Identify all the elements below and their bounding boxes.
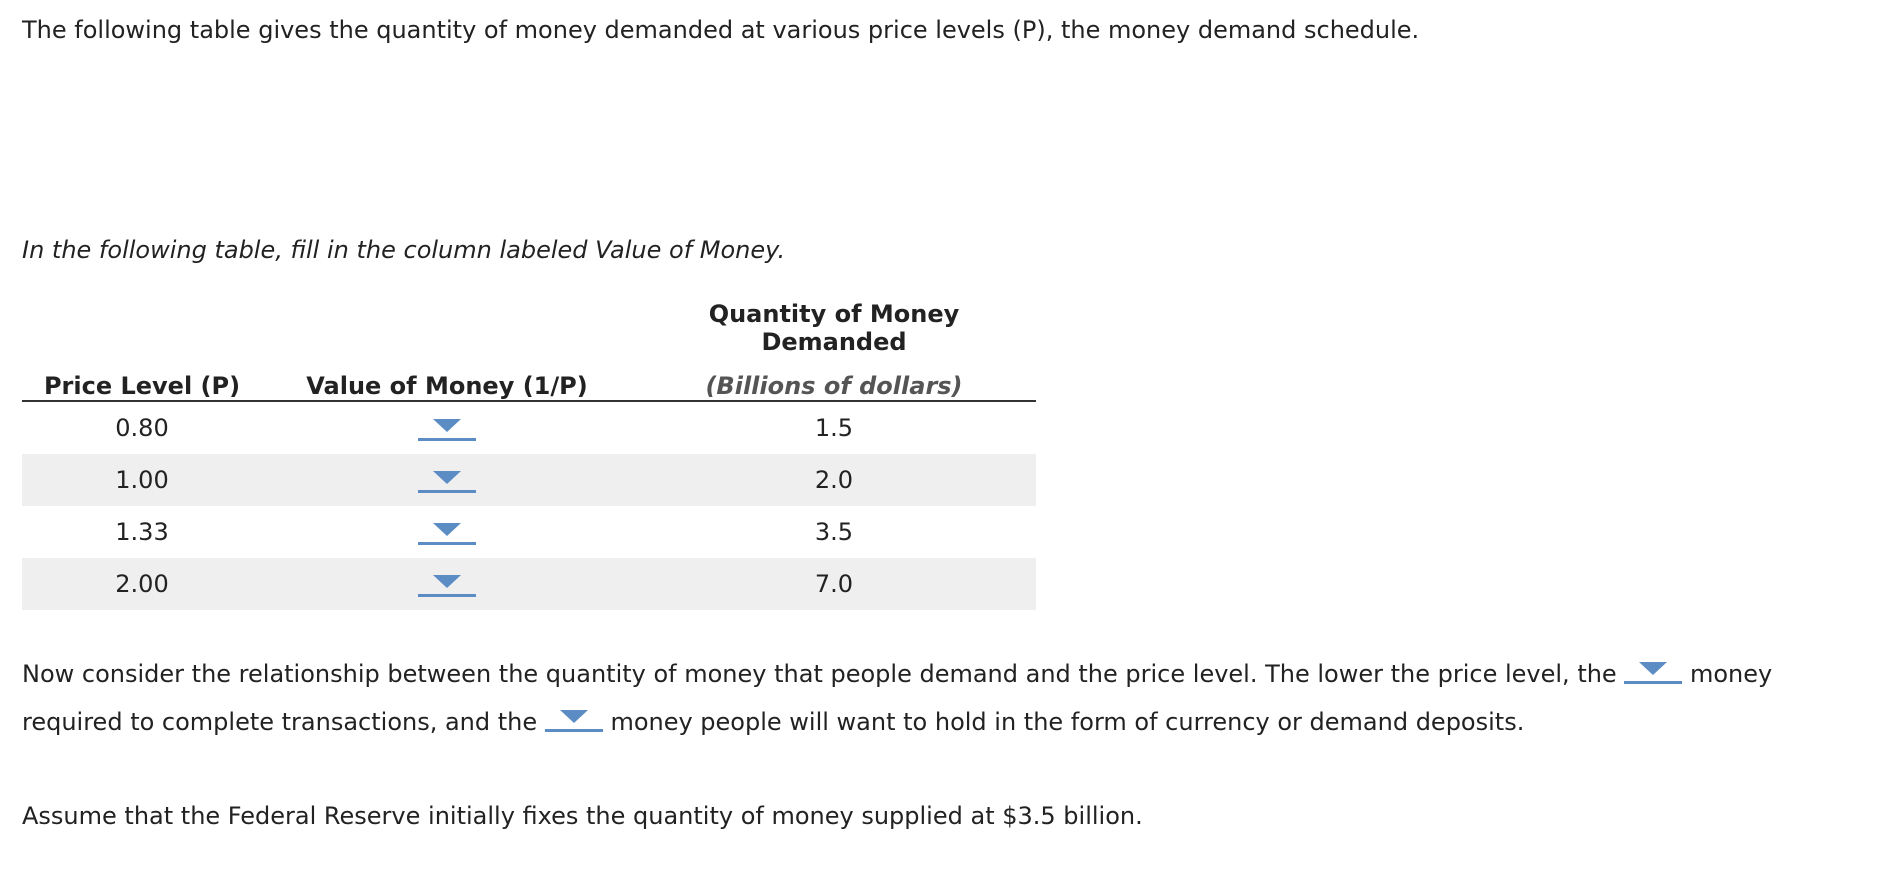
quantity-demanded-cell: 1.5	[814, 414, 854, 442]
header-quantity-unit: (Billions of dollars)	[632, 356, 1036, 401]
caret-down-icon	[433, 471, 461, 484]
table-row	[22, 506, 1036, 558]
price-level-cell: 2.00	[22, 558, 262, 610]
quantity-demanded-cell: 7.0	[632, 558, 1036, 610]
question-part-1: Now consider the relationship between the quantity of money that people demand and the price level. The lower the price level, the	[22, 660, 1617, 688]
value-of-money-dropdown[interactable]	[418, 413, 476, 443]
header-value-of-money: Value of Money (1/P)	[262, 356, 632, 401]
value-of-money-cell	[262, 558, 632, 610]
relationship-question	[22, 650, 1872, 746]
header-quantity-demanded: Quantity of Money Demanded	[708, 300, 960, 356]
price-level-cell: 1.00	[22, 454, 262, 506]
caret-down-icon	[433, 575, 461, 588]
value-of-money-cell	[262, 506, 632, 558]
caret-down-icon	[1639, 662, 1667, 675]
money-demand-table	[22, 300, 1036, 610]
intro-before: The following table gives the quantity of money demanded at various price levels (	[22, 16, 1022, 44]
money-held-dropdown[interactable]	[545, 704, 603, 734]
header-price-level: Price Level (P)	[22, 356, 262, 401]
table-row	[22, 454, 1036, 506]
price-level-cell: 0.80	[115, 414, 169, 442]
value-of-money-dropdown[interactable]	[418, 465, 476, 495]
price-symbol: P	[1021, 16, 1037, 44]
value-of-money-cell	[262, 454, 632, 506]
price-level-cell: 1.33	[115, 518, 169, 546]
table-header-row-top	[22, 300, 1036, 356]
table-row	[22, 558, 1036, 610]
table-row	[22, 401, 1036, 454]
quantity-demanded-cell: 2.0	[632, 454, 1036, 506]
question-part-2: money required to complete transactions, and the	[22, 660, 1773, 736]
quantity-required-dropdown[interactable]	[1624, 656, 1682, 686]
value-of-money-cell	[262, 401, 632, 454]
quantity-demanded-cell: 3.5	[814, 518, 854, 546]
value-of-money-dropdown[interactable]	[418, 517, 476, 547]
value-of-money-dropdown[interactable]	[418, 569, 476, 599]
assumption-text: Assume that the Federal Reserve initially fixes the quantity of money supplied at $3.5 billion.	[22, 802, 1143, 830]
table-header-row-bottom	[22, 356, 1036, 401]
caret-down-icon	[560, 710, 588, 723]
table-instruction: In the following table, fill in the column labeled Value of Money.	[22, 236, 786, 264]
caret-down-icon	[433, 523, 461, 536]
caret-down-icon	[433, 419, 461, 432]
intro-after: ), the money demand schedule.	[1036, 16, 1420, 44]
intro-text	[22, 16, 1419, 44]
question-part-3: money people will want to hold in the form of currency or demand deposits.	[610, 708, 1525, 736]
